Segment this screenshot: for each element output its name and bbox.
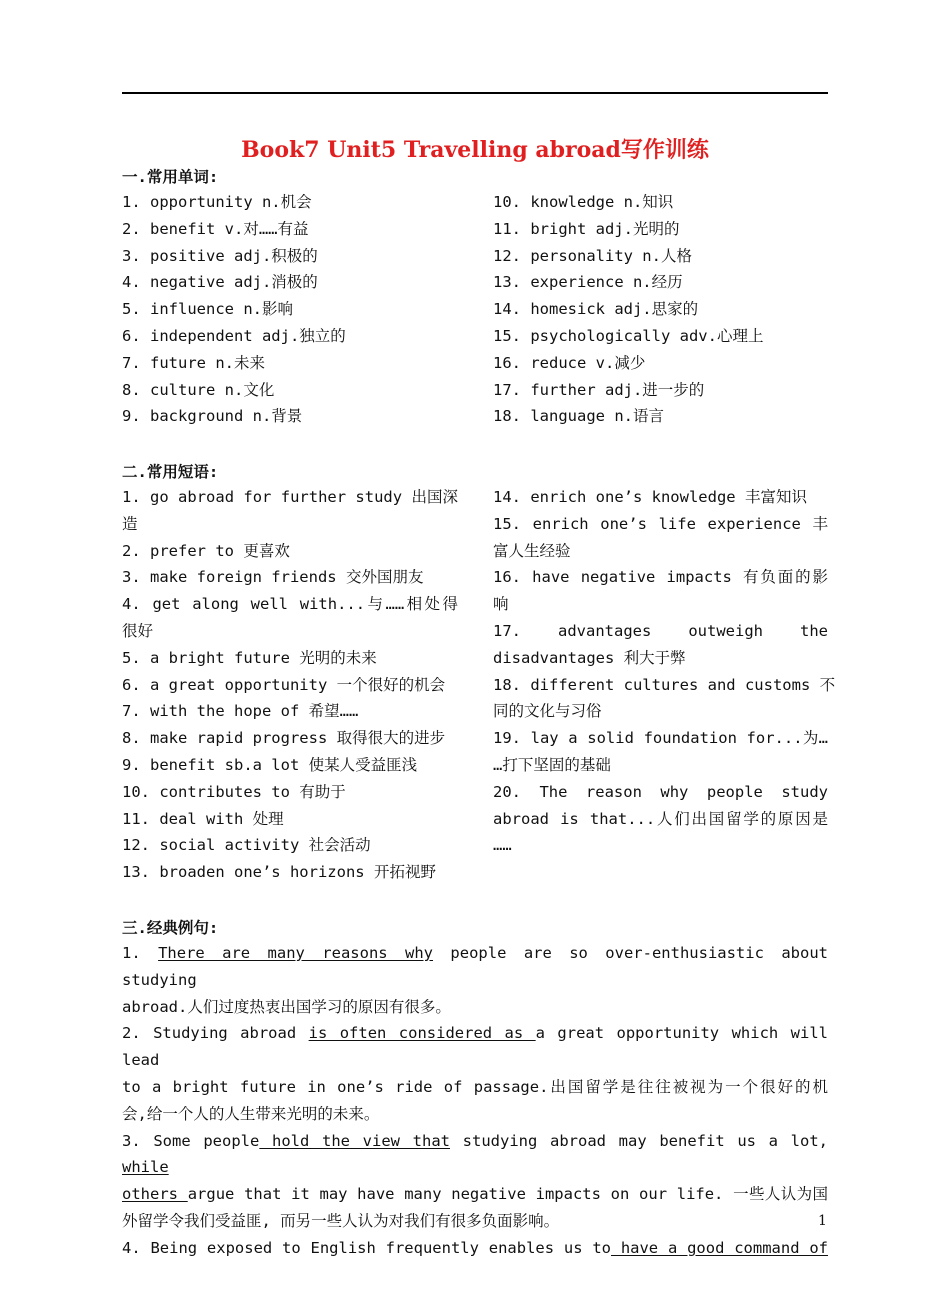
list-item: 3. positive adj.积极的 [122, 246, 318, 265]
list-item: 14. homesick adj.思家的 [493, 300, 699, 319]
list-item: 11. deal with 处理 [122, 809, 284, 828]
list-item: 2. benefit v.对……有益 [122, 219, 309, 238]
list-item: 4. get along well with...与……相处得 [122, 595, 458, 614]
underlined-phrase: is often considered as [308, 1024, 536, 1043]
list-item: …打下坚固的基础 [493, 755, 611, 774]
list-item: 很好 [122, 621, 154, 640]
section-heading-examples: 三.经典例句: [122, 919, 219, 937]
section-heading-vocabulary: 一.常用单词: [122, 168, 219, 186]
list-item: 18. language n.语言 [493, 407, 664, 426]
list-item: 富人生经验 [493, 541, 571, 560]
list-item: 同的文化与习俗 [493, 702, 602, 721]
example-sentences [122, 940, 828, 1262]
list-item: 13. broaden one’s horizons 开拓视野 [122, 863, 436, 882]
example-sentence-3-line-3: 外留学令我们受益匪, 而另一些人认为对我们有很多负面影响。 [122, 1211, 560, 1230]
list-item: 12. social activity 社会活动 [122, 836, 371, 855]
list-item: 14. enrich one’s knowledge 丰富知识 [493, 488, 807, 506]
example-sentence-2-line-1: 2. Studying abroad is often considered as a great opportunity which will lead [122, 1024, 828, 1070]
list-item: 9. benefit sb.a lot 使某人受益匪浅 [122, 755, 418, 774]
underlined-phrase: There are many reasons why [158, 944, 434, 962]
list-item: 20. The reason why people study [493, 782, 828, 801]
list-item: 18. different cultures and customs 不 [493, 675, 836, 694]
underlined-phrase: have a good command of [611, 1238, 828, 1257]
list-item: 造 [122, 514, 138, 533]
list-item: 2. prefer to 更喜欢 [122, 541, 290, 560]
header-rule [122, 92, 828, 94]
list-item: 4. negative adj.消极的 [122, 273, 318, 292]
example-sentence-2-line-2: to a bright future in one’s ride of passage.出国留学是往往被视为一个很好的机 [122, 1077, 828, 1096]
list-item: 7. with the hope of 希望…… [122, 702, 359, 721]
example-sentence-3-line-1: 3. Some people hold the view that studying abroad may benefit us a lot, while [122, 1131, 828, 1177]
document-title: Book7 Unit5 Travelling abroad写作训练 [241, 137, 709, 163]
list-item: abroad is that...人们出国留学的原因是 [493, 809, 828, 828]
list-item: …… [493, 836, 512, 855]
list-item: 17. advantages outweigh the [493, 621, 828, 640]
underlined-phrase: others [122, 1185, 188, 1204]
example-sentence-3-line-2: others argue that it may have many negative impacts on our life. 一些人认为国 [122, 1185, 828, 1204]
list-item: 16. reduce v.减少 [493, 353, 646, 372]
list-item: 10. knowledge n.知识 [493, 193, 674, 211]
list-item: 6. independent adj.独立的 [122, 326, 346, 345]
list-item: 6. a great opportunity 一个很好的机会 [122, 675, 446, 694]
list-item: 1. opportunity n.机会 [122, 193, 312, 211]
list-item: 3. make foreign friends 交外国朋友 [122, 568, 424, 587]
example-sentence-1-line-2: abroad.人们过度热衷出国学习的原因有很多。 [122, 997, 451, 1016]
list-item: 9. background n.背景 [122, 407, 303, 426]
example-sentence-4-line-1: 4. Being exposed to English frequently enables us to have a good command of [122, 1238, 828, 1257]
page-number: 1 [818, 1213, 827, 1229]
vocabulary-list-right [493, 189, 763, 430]
list-item: 8. culture n.文化 [122, 380, 275, 399]
phrase-list-right [493, 484, 836, 859]
list-item: 响 [493, 595, 509, 614]
list-item: 13. experience n.经历 [493, 273, 683, 292]
list-item: 1. go abroad for further study 出国深 [122, 488, 458, 506]
list-item: 5. influence n.影响 [122, 300, 293, 319]
underlined-phrase: while [122, 1158, 169, 1177]
list-item: 15. enrich one’s life experience 丰 [493, 514, 828, 533]
list-item: 17. further adj.进一步的 [493, 380, 705, 399]
section-heading-phrases: 二.常用短语: [122, 463, 219, 481]
list-item: 8. make rapid progress 取得很大的进步 [122, 729, 446, 748]
list-item: 19. lay a solid foundation for...为… [493, 729, 828, 748]
vocabulary-list-left [122, 189, 346, 430]
phrase-list-left [122, 484, 458, 886]
list-item: 7. future n.未来 [122, 353, 265, 372]
list-item: 10. contributes to 有助于 [122, 782, 346, 801]
list-item: 16. have negative impacts 有负面的影 [493, 568, 828, 587]
underlined-phrase: hold the view that [259, 1131, 450, 1150]
list-item: 11. bright adj.光明的 [493, 219, 680, 238]
list-item: 15. psychologically adv.心理上 [493, 326, 764, 345]
example-sentence-2-line-3: 会,给一个人的人生带来光明的未来。 [122, 1104, 380, 1123]
list-item: disadvantages 利大于弊 [493, 648, 686, 667]
list-item: 5. a bright future 光明的未来 [122, 648, 377, 667]
list-item: 12. personality n.人格 [493, 246, 692, 265]
example-sentence-1-line-1: 1. There are many reasons why people are so over-enthusiastic about studying [122, 944, 828, 989]
